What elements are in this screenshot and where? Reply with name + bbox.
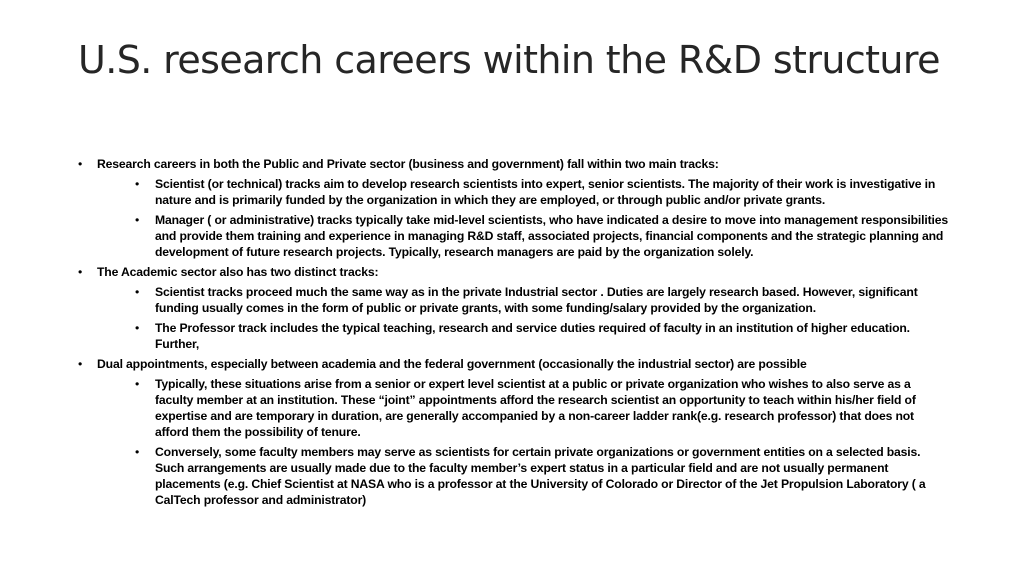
bullet-icon: • [135,377,140,391]
bullet-list [78,156,948,508]
sub-list-item-text: The Professor track includes the typical teaching, research and service duties required of faculty in an institution of higher education. Further, [155,321,910,351]
sub-list-item-academic-scientist [97,284,948,316]
list-item-text: The Academic sector also has two distinct tracks: [97,265,379,279]
sub-list-item-text: Manager ( or administrative) tracks typically take mid-level scientists, who have indicated a desire to move into management responsibilities and provide them training and experience in managing R&D staff, associated projects, financial components and the strategic planning and development of future research projects. Typically, research managers are paid by the organization solely. [155,213,948,259]
sub-list-item-faculty-scientists [97,444,948,508]
sub-bullet-list [97,376,948,508]
sub-list-item-professor-track [97,320,948,352]
bullet-icon: • [78,157,83,171]
sub-list-item-text: Scientist tracks proceed much the same way as in the private Industrial sector . Duties are largely research based. However, significant funding usually comes in the form of public or private grants, with some funding/salary provided by the organization. [155,285,918,315]
list-item-text: Research careers in both the Public and Private sector (business and government) fall within two main tracks: [97,157,719,171]
list-item-academic [78,264,948,352]
bullet-icon: • [135,177,140,191]
sub-list-item-text: Conversely, some faculty members may serve as scientists for certain private organizations or government entities on a selected basis. Such arrangements are usually made due to the faculty member’s expert status in a particular field and are not usually permanent placements (e.g. Chief Scientist at NASA who is a professor at the University of Colorado or Director of the Jet Propulsion Laboratory ( a CalTech professor and administrator) [155,445,926,507]
bullet-icon: • [135,321,140,335]
bullet-icon: • [135,213,140,227]
sub-list-item-text: Scientist (or technical) tracks aim to develop research scientists into expert, senior scientists. The majority of their work is investigative in nature and is primarily funded by the organization in which they are employed, or through public and/or private grants. [155,177,936,207]
bullet-icon: • [135,445,140,459]
slide-title: U.S. research careers within the R&D structure [78,38,940,82]
sub-bullet-list [97,284,948,352]
sub-list-item-text: Typically, these situations arise from a senior or expert level scientist at a public or private organization who wishes to also serve as a faculty member at an institution. These “joint” appointments afford the research scientist an opportunity to teach within his/her field of expertise and are temporary in duration, are generally accompanied by a non-career ladder rank(e.g. research professor) that does not afford them the possibility of tenure. [155,377,916,439]
list-item-dual-appointments [78,356,948,508]
bullet-icon: • [78,265,83,279]
list-item-text: Dual appointments, especially between academia and the federal government (occasionally the industrial sector) are possible [97,357,807,371]
slide-body [78,156,948,512]
bullet-icon: • [78,357,83,371]
sub-list-item-scientist-track [97,176,948,208]
list-item-public-private [78,156,948,260]
bullet-icon: • [135,285,140,299]
sub-list-item-manager-track [97,212,948,260]
sub-bullet-list [97,176,948,260]
sub-list-item-joint-appointments [97,376,948,440]
